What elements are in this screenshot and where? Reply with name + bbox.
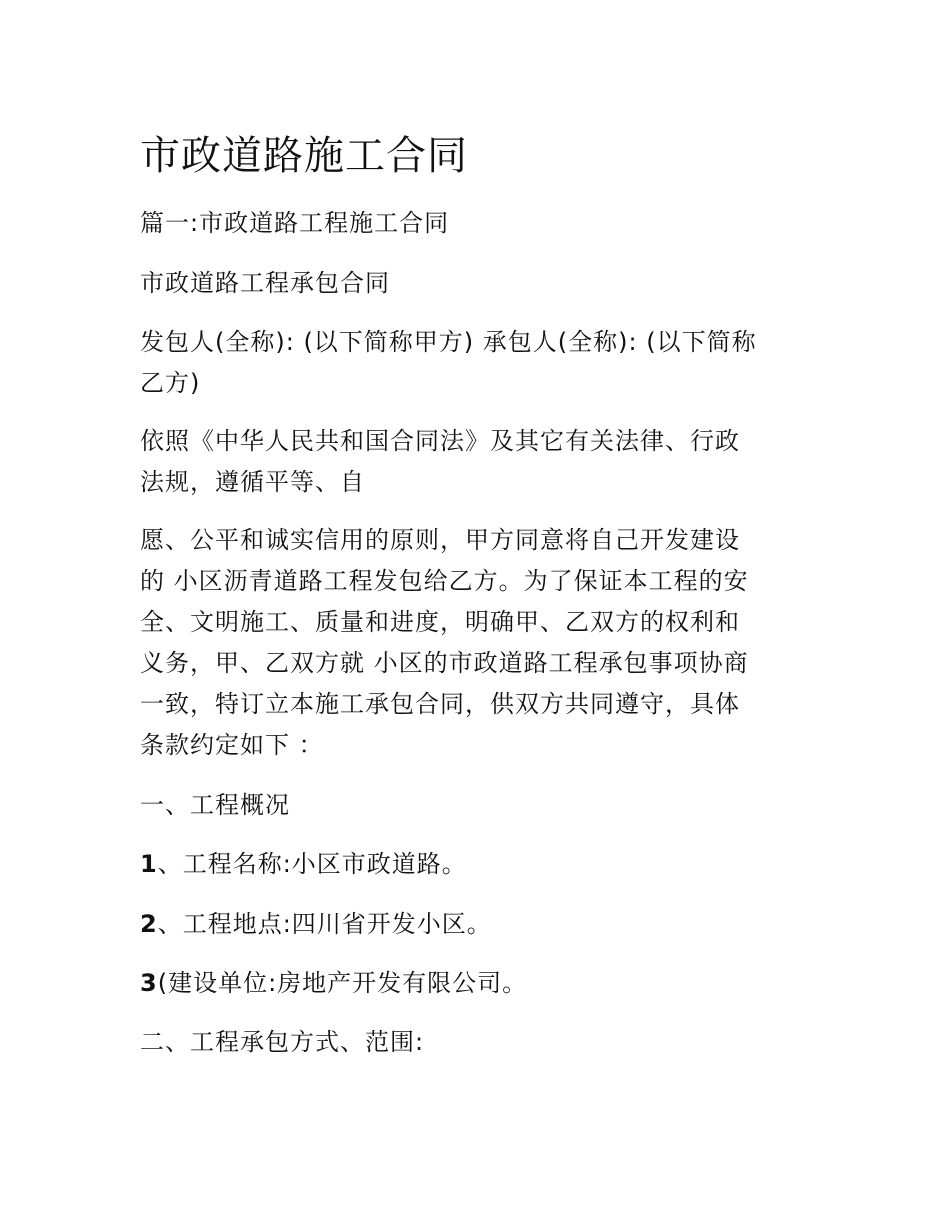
item-2-number: 2 — [140, 910, 158, 938]
basis-line: 法规，遵循平等、自 — [140, 468, 365, 496]
contract-title: 市政道路工程承包合同 — [140, 269, 390, 297]
principle-paragraph — [140, 520, 820, 766]
item-3-text: (建设单位:房地产开发有限公司。 — [157, 969, 528, 997]
item-1-number: 1 — [140, 850, 158, 878]
parties-paragraph — [140, 322, 820, 404]
basis-paragraph — [140, 421, 820, 503]
item-3 — [140, 963, 820, 1004]
item-3-number: 3 — [140, 969, 158, 997]
item-2-text: 、工程地点:四川省开发小区。 — [157, 910, 492, 938]
item-1-text: 、工程名称:小区市政道路。 — [157, 850, 467, 878]
item-2 — [140, 904, 820, 945]
principle-line: 条款约定如下 ： — [140, 731, 324, 759]
parties-line: 发包人(全称): (以下简称甲方) 承包人(全称): (以下简称 — [140, 328, 757, 356]
principle-line: 义务，甲、乙双方就 小区的市政道路工程承包事项协商 — [140, 649, 749, 677]
document-title: 市政道路施工合同 — [140, 133, 468, 179]
parties-line: 乙方) — [140, 369, 201, 397]
principle-line: 一致，特订立本施工承包合同，供双方共同遵守，具体 — [140, 690, 740, 718]
section-one-heading: 一、工程概况 — [140, 791, 290, 819]
principle-line: 全、文明施工、质量和进度，明确甲、乙双方的权利和 — [140, 608, 740, 636]
section-heading: 篇一:市政道路工程施工合同 — [140, 209, 450, 237]
section-two-heading: 二、工程承包方式、范围: — [140, 1028, 425, 1056]
principle-line: 的 小区沥青道路工程发包给乙方。为了保证本工程的安 — [140, 567, 749, 595]
basis-line: 依照《中华人民共和国合同法》及其它有关法律、行政 — [140, 427, 740, 455]
principle-line: 愿、公平和诚实信用的原则，甲方同意将自己开发建设 — [140, 526, 740, 554]
item-1 — [140, 844, 820, 885]
